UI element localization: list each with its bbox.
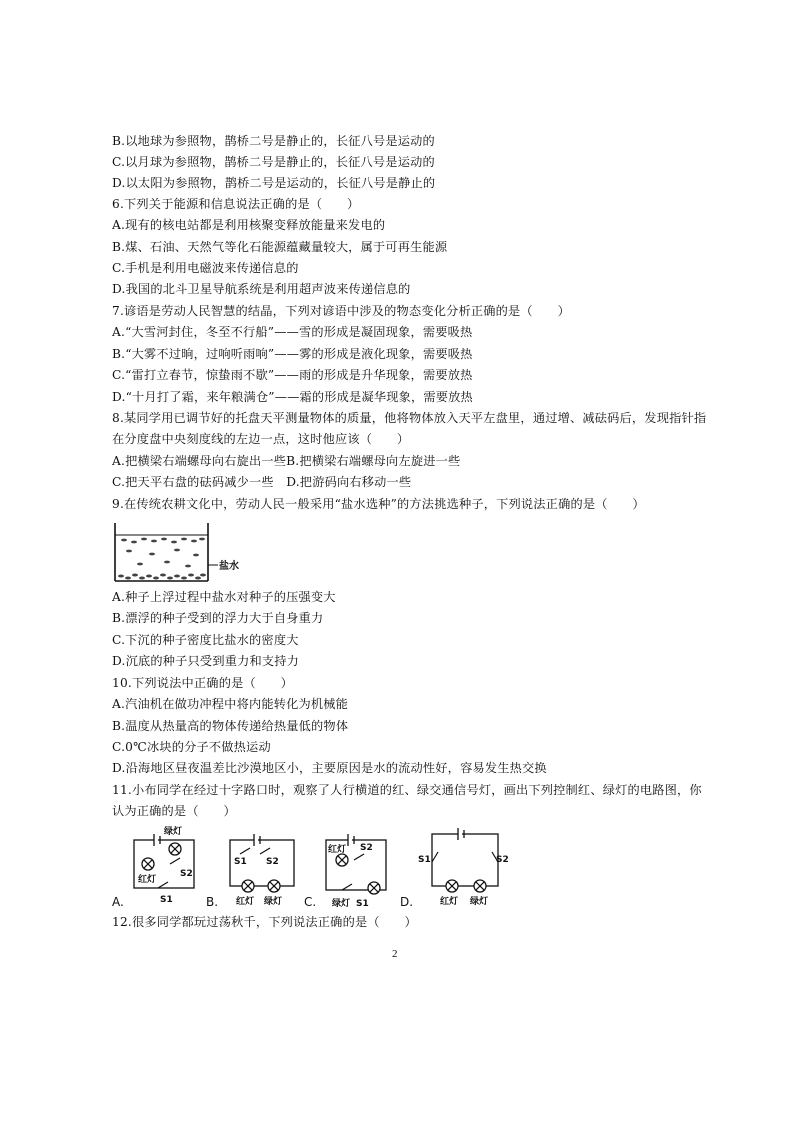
saltwater-label: 盐水 [219, 561, 239, 572]
circuit-d-s2-label: S2 [496, 855, 509, 865]
q6-option-d: D.我国的北斗卫星导航系统是利用超声波来传递信息的 [112, 282, 411, 296]
circuit-d-red-label: 红灯 [440, 897, 459, 907]
circuit-c-s1-label: S1 [356, 899, 369, 909]
circuit-a-s2-label: S2 [180, 869, 193, 879]
q9-stem: 9.在传统农耕文化中，劳动人民一般采用“盐水选种”的方法挑选种子，下列说法正确的是（ ） [112, 497, 645, 511]
circuit-a-s1-label: S1 [160, 895, 173, 905]
circuit-option-b: B. [206, 895, 219, 909]
circuit-b-s1-label: S1 [234, 857, 247, 867]
circuit-a-green-label: 绿灯 [164, 827, 183, 837]
q8-options-cd: C.把天平右盘的砝码减少一些 D.把游码向右移动一些 [112, 475, 412, 489]
q11-stem-line1: 11.小布同学在经过十字路口时，观察了人行横道的红、绿交通信号灯，画出下列控制红、绿灯的电路图，你 [112, 783, 702, 797]
q11-stem-line2: 认为正确的是（ ） [112, 804, 236, 818]
circuit-d-green-label: 绿灯 [470, 897, 489, 907]
circuit-c-s2-label: S2 [360, 843, 373, 853]
q8-stem-line1: 8.某同学用已调节好的托盘天平测量物体的质量，他将物体放入天平左盘里，通过增、减砝码后，发现指针指 [112, 411, 707, 425]
circuit-d-s1-label: S1 [418, 855, 431, 865]
q12-stem: 12.很多同学都玩过荡秋千，下列说法正确的是（ ） [112, 915, 417, 929]
q7-option-d: D.“十月打了霜，来年粮满仓”——霜的形成是凝华现象，需要放热 [112, 390, 473, 404]
q7-option-a: A.“大雪河封住，冬至不行船”——雪的形成是凝固现象，需要吸热 [112, 325, 473, 339]
q10-option-b: B.温度从热量高的物体传递给热量低的物体 [112, 719, 349, 733]
q8-options-ab: A.把横梁右端螺母向右旋出一些B.把横梁右端螺母向左旋进一些 [112, 454, 461, 468]
circuit-b-red-label: 红灯 [236, 897, 255, 907]
circuit-c-red-label: 红灯 [328, 845, 347, 855]
circuit-c-green-label: 绿灯 [332, 899, 351, 909]
q9-option-a: A.种子上浮过程中盐水对种子的压强变大 [112, 590, 336, 604]
q10-option-c: C.0℃冰块的分子不做热运动 [112, 740, 271, 754]
q5-option-c: C.以月球为参照物，鹊桥二号是静止的，长征八号是运动的 [112, 155, 435, 169]
circuit-option-a: A. [112, 895, 124, 909]
q10-option-a: A.汽油机在做功冲程中将内能转化为机械能 [112, 697, 349, 711]
circuit-option-c: C. [304, 895, 317, 909]
q7-option-b: B.“大雾不过晌，过响听雨响”——雾的形成是液化现象，需要吸热 [112, 347, 473, 361]
q9-option-c: C.下沉的种子密度比盐水的密度大 [112, 633, 299, 647]
circuit-b-green-label: 绿灯 [264, 897, 283, 907]
q6-stem: 6.下列关于能源和信息说法正确的是（ ） [112, 197, 360, 211]
q5-option-b: B.以地球为参照物，鹊桥二号是静止的，长征八号是运动的 [112, 134, 435, 148]
circuit-option-d: D. [400, 895, 414, 909]
q6-option-c: C.手机是利用电磁波来传递信息的 [112, 261, 299, 275]
page-number: 2 [392, 948, 398, 960]
q10-option-d: D.沿海地区昼夜温差比沙漠地区小，主要原因是水的流动性好，容易发生热交换 [112, 761, 547, 775]
q6-option-b: B.煤、石油、天然气等化石能源蕴藏量较大，属于可再生能源 [112, 240, 448, 254]
q9-option-d: D.沉底的种子只受到重力和支持力 [112, 654, 300, 668]
q8-stem-line2: 在分度盘中央刻度线的左边一点，这时他应该（ ） [112, 432, 410, 446]
q7-option-c: C.“雷打立春节，惊蛰雨不歇”——雨的形成是升华现象，需要放热 [112, 368, 473, 382]
q5-option-d: D.以太阳为参照物，鹊桥二号是运动的，长征八号是静止的 [112, 176, 436, 190]
circuit-b-s2-label: S2 [266, 857, 279, 867]
q7-stem: 7.谚语是劳动人民智慧的结晶，下列对谚语中涉及的物态变化分析正确的是（ ） [112, 304, 570, 318]
circuit-diagrams [110, 824, 510, 910]
circuit-a-red-label: 红灯 [138, 875, 157, 885]
saltwater-seed-figure [112, 521, 242, 585]
q6-option-a: A.现有的核电站都是利用核聚变释放能量来发电的 [112, 218, 386, 232]
q10-stem: 10.下列说法中正确的是（ ） [112, 676, 294, 690]
q9-option-b: B.漂浮的种子受到的浮力大于自身重力 [112, 611, 324, 625]
